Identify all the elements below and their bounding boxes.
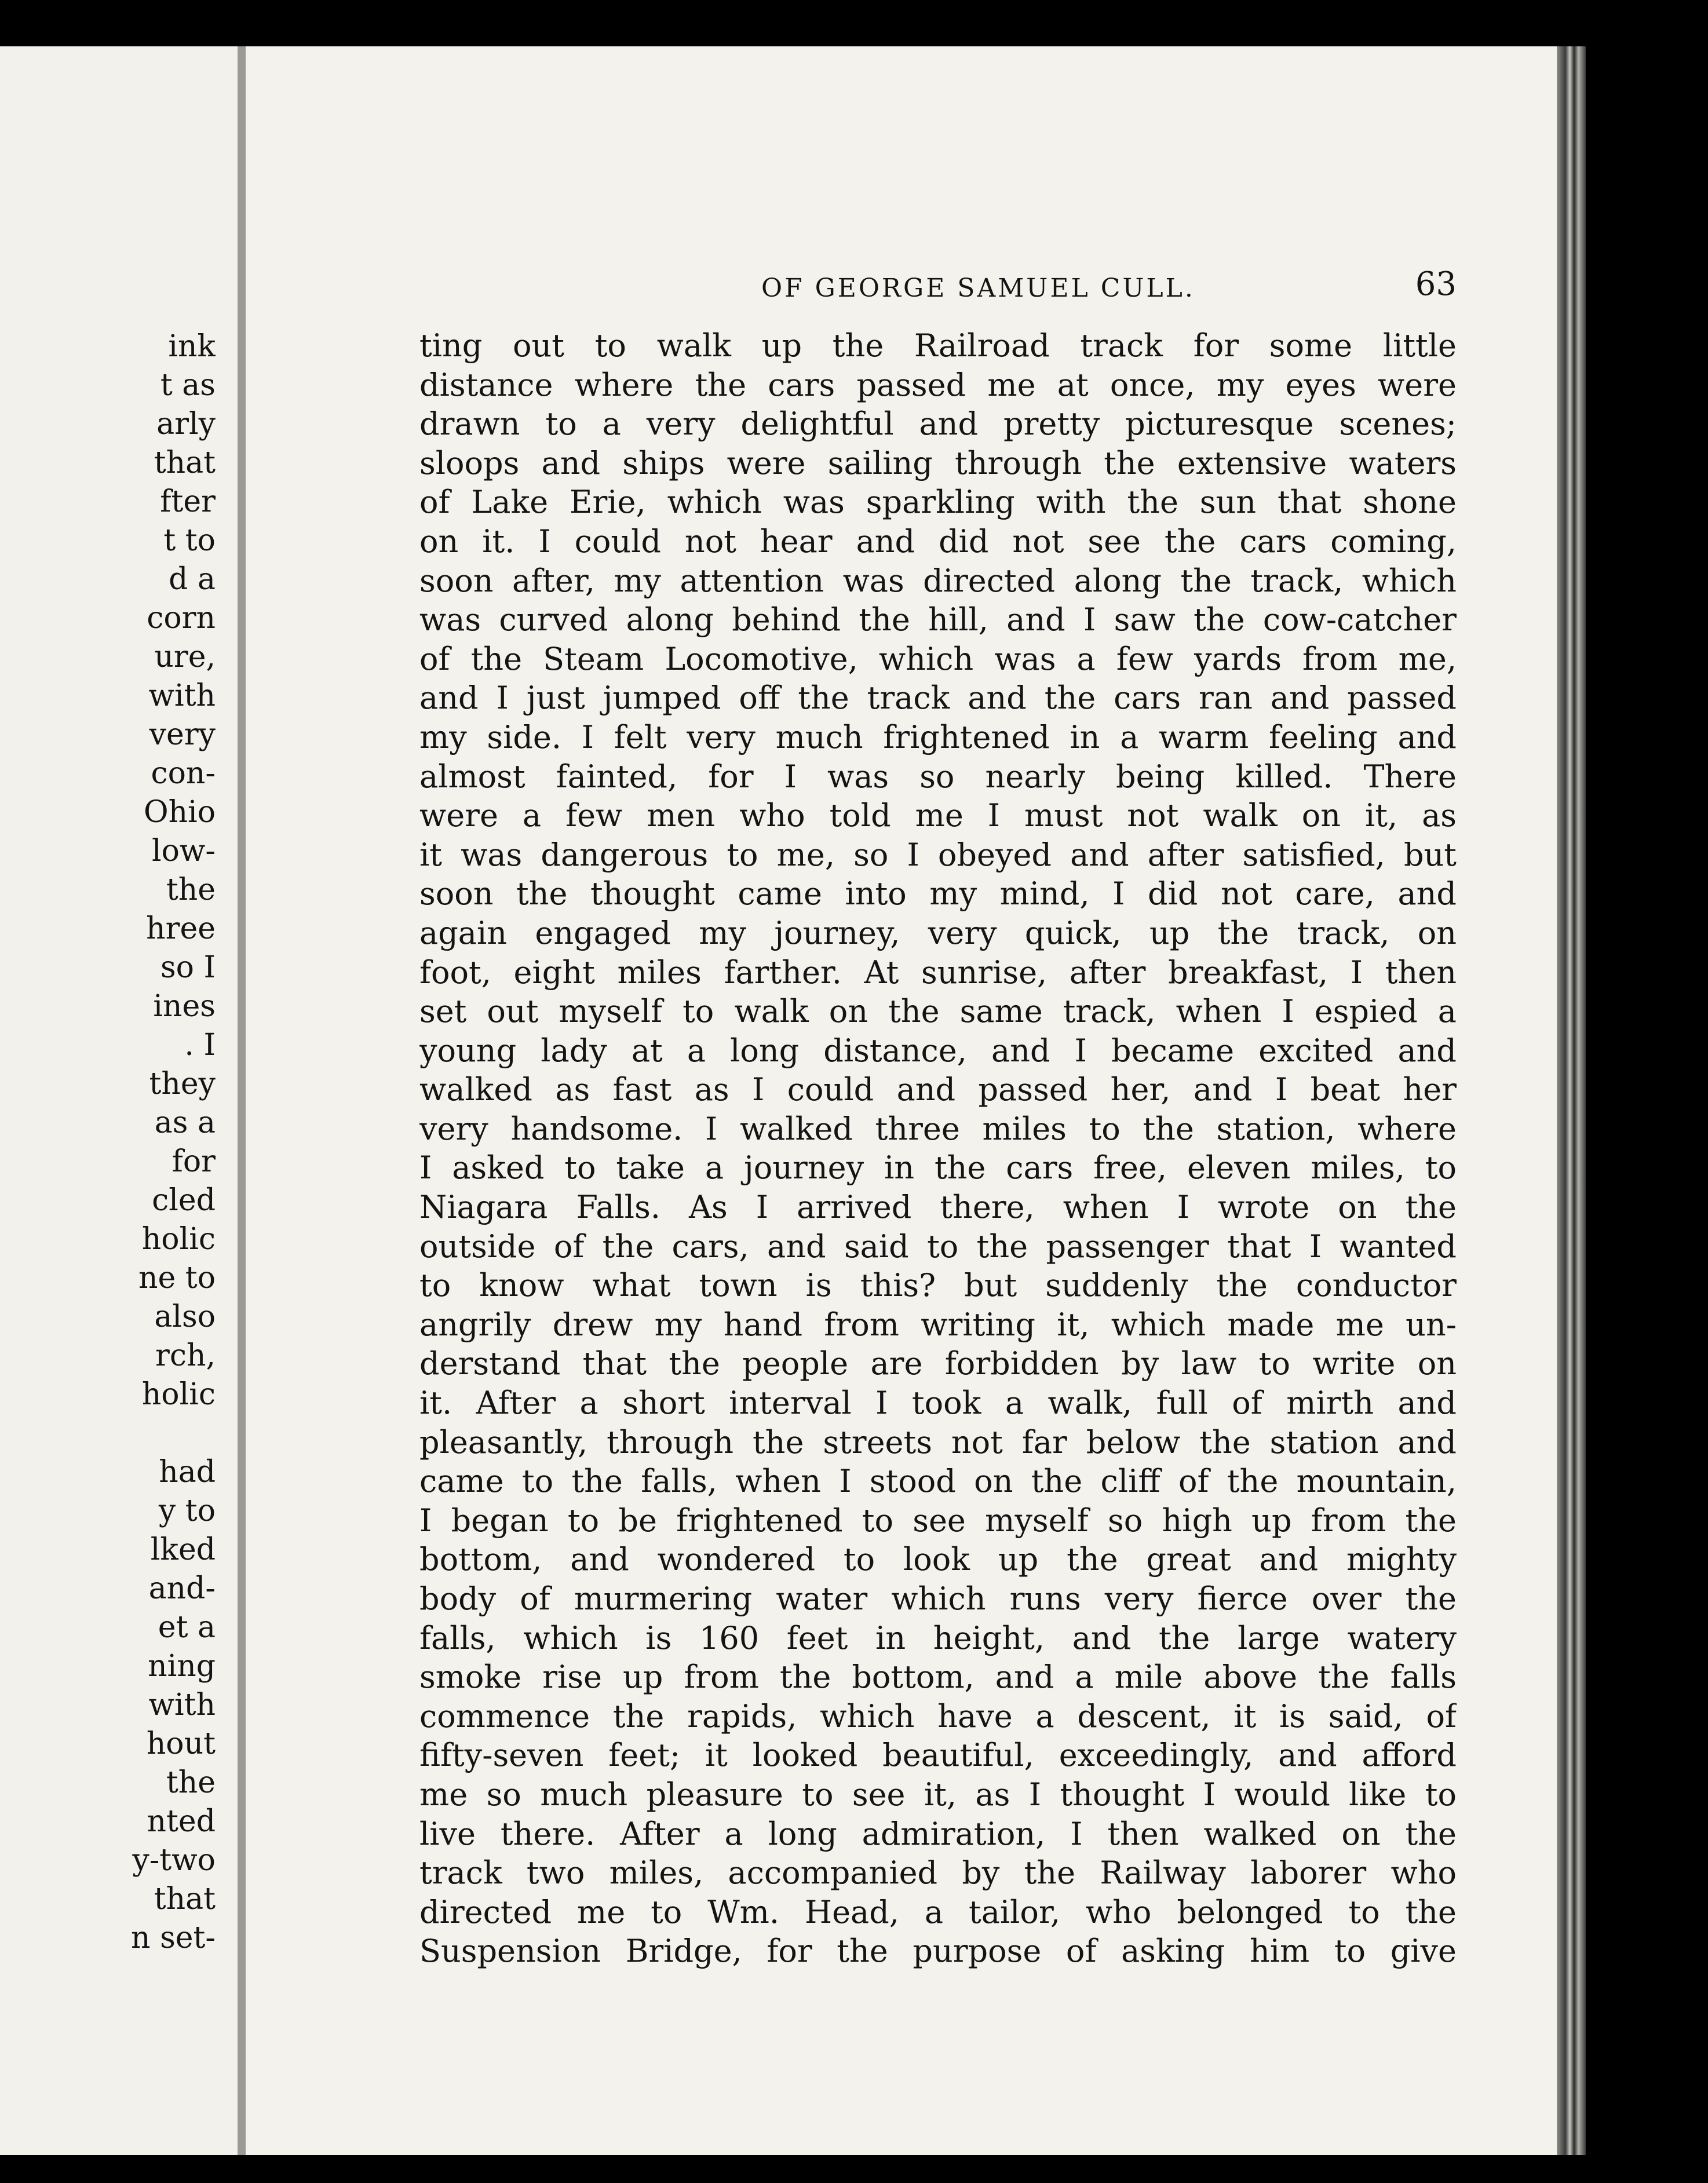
- left-page-line: holic: [141, 1222, 216, 1257]
- left-page-line: the: [166, 1765, 216, 1800]
- text-line: Suspension Bridge, for the purpose of asking him to give: [419, 1933, 1457, 1970]
- text-line: distance where the cars passed me at once, my eyes were: [419, 366, 1457, 403]
- left-page-line: t to: [163, 523, 216, 558]
- text-line: soon the thought came into my mind, I did not care, and: [419, 875, 1457, 912]
- text-line: of Lake Erie, which was sparkling with the sun that shone: [419, 484, 1457, 521]
- text-line: came to the falls, when I stood on the cliff of the mountain,: [419, 1463, 1457, 1500]
- left-page-line: y-two: [132, 1843, 216, 1878]
- left-page-line: that: [154, 1882, 216, 1916]
- left-page-line: with: [148, 678, 216, 713]
- text-line: directed me to Wm. Head, a tailor, who belonged to the: [419, 1893, 1457, 1930]
- left-page-line: also: [154, 1299, 216, 1334]
- left-page-line: arly: [156, 407, 216, 441]
- text-line: walked as fast as I could and passed her, and I beat her: [419, 1071, 1457, 1108]
- left-page-line: corn: [147, 601, 216, 636]
- left-page-line: ink: [168, 329, 216, 364]
- text-line: it was dangerous to me, so I obeyed and after satisfied, but: [419, 836, 1457, 873]
- text-line: angrily drew my hand from writing it, which made me un-: [419, 1306, 1457, 1343]
- left-page-line: holic: [141, 1377, 216, 1412]
- left-page-line: cled: [152, 1183, 216, 1218]
- text-line: I began to be frightened to see myself so high up from the: [419, 1502, 1457, 1539]
- left-page-line: so I: [160, 950, 216, 985]
- text-line: were a few men who told me I must not walk on it, as: [419, 797, 1457, 834]
- left-page-line: for: [171, 1144, 216, 1179]
- text-line: drawn to a very delightful and pretty picturesque scenes;: [419, 406, 1457, 443]
- text-line: on it. I could not hear and did not see the cars coming,: [419, 523, 1457, 560]
- text-line: falls, which is 160 feet in height, and the large watery: [419, 1619, 1457, 1656]
- left-page: [0, 46, 238, 2155]
- left-page-line: that: [154, 446, 216, 480]
- left-page-line: the: [166, 873, 216, 907]
- page-header: [419, 261, 1457, 313]
- text-line: commence the rapids, which have a descent, it is said, of: [419, 1698, 1457, 1735]
- left-page-line: . I: [184, 1028, 216, 1063]
- left-page-line: con-: [151, 756, 216, 791]
- left-page-line: y to: [158, 1494, 216, 1528]
- text-line: was curved along behind the hill, and I saw the cow-catcher: [419, 601, 1457, 638]
- text-line: it. After a short interval I took a walk, full of mirth and: [419, 1385, 1457, 1422]
- text-line: outside of the cars, and said to the passenger that I wanted: [419, 1228, 1457, 1265]
- left-page-line: they: [149, 1067, 216, 1101]
- body-text: [419, 326, 1457, 1971]
- text-line: fifty-seven feet; it looked beautiful, exceedingly, and afford: [419, 1737, 1457, 1774]
- text-line: to know what town is this? but suddenly the conductor: [419, 1267, 1457, 1304]
- text-line: sloops and ships were sailing through the extensive waters: [419, 444, 1457, 481]
- left-page-line: ning: [148, 1649, 216, 1684]
- left-page-line: d a: [169, 562, 216, 597]
- left-page-line: hree: [146, 911, 216, 946]
- text-line: Niagara Falls. As I arrived there, when I wrote on the: [419, 1189, 1457, 1226]
- text-line: bottom, and wondered to look up the great and mighty: [419, 1541, 1457, 1578]
- left-page-line: ne to: [138, 1261, 216, 1295]
- text-line: again engaged my journey, very quick, up the track, on: [419, 914, 1457, 951]
- left-page-line: Ohio: [143, 795, 216, 830]
- left-page-line: and-: [148, 1571, 216, 1606]
- left-page-text-fragments: [7, 327, 216, 1958]
- left-page-line: as a: [154, 1105, 216, 1140]
- left-page-line: [7, 1414, 216, 1453]
- left-page-line: hout: [146, 1726, 216, 1761]
- text-line: my side. I felt very much frightened in a warm feeling and: [419, 718, 1457, 755]
- text-line: soon after, my attention was directed along the track, which: [419, 562, 1457, 599]
- text-line: I asked to take a journey in the cars free, eleven miles, to: [419, 1149, 1457, 1187]
- text-line: pleasantly, through the streets not far below the station and: [419, 1423, 1457, 1461]
- text-line: almost fainted, for I was so nearly being killed. There: [419, 758, 1457, 795]
- left-page-line: ure,: [154, 640, 216, 674]
- running-head: OF GEORGE SAMUEL CULL.: [761, 273, 1195, 303]
- left-page-line: t as: [160, 368, 216, 403]
- left-page-line: had: [159, 1455, 216, 1490]
- text-line: me so much pleasure to see it, as I thought I would like to: [419, 1776, 1457, 1813]
- right-page: [246, 46, 1557, 2155]
- left-page-line: fter: [160, 484, 216, 519]
- text-line: derstand that the people are forbidden by law to write on: [419, 1345, 1457, 1382]
- book-gutter: [238, 46, 246, 2155]
- left-page-line: ines: [153, 989, 216, 1024]
- left-page-line: with: [148, 1688, 216, 1722]
- left-page-line: low-: [151, 834, 216, 868]
- text-line: ting out to walk up the Railroad track for some little: [419, 327, 1457, 364]
- text-line: body of murmering water which runs very fierce over the: [419, 1580, 1457, 1617]
- left-page-line: very: [149, 717, 216, 752]
- text-line: live there. After a long admiration, I then walked on the: [419, 1815, 1457, 1852]
- text-line: foot, eight miles farther. At sunrise, after breakfast, I then: [419, 954, 1457, 991]
- left-page-line: nted: [147, 1804, 216, 1839]
- left-page-line: lked: [150, 1532, 216, 1567]
- text-line: young lady at a long distance, and I became excited and: [419, 1032, 1457, 1069]
- page-number: 63: [1415, 265, 1457, 303]
- left-page-line: et a: [158, 1610, 216, 1645]
- left-page-line: n set-: [131, 1921, 216, 1955]
- text-line: and I just jumped off the track and the cars ran and passed: [419, 680, 1457, 717]
- page-edge: [1557, 46, 1586, 2155]
- text-line: smoke rise up from the bottom, and a mile above the falls: [419, 1659, 1457, 1696]
- text-line: very handsome. I walked three miles to the station, where: [419, 1110, 1457, 1147]
- text-line: of the Steam Locomotive, which was a few yards from me,: [419, 640, 1457, 677]
- left-page-line: rch,: [155, 1338, 216, 1373]
- text-line: track two miles, accompanied by the Railway laborer who: [419, 1855, 1457, 1892]
- text-line: set out myself to walk on the same track, when I espied a: [419, 993, 1457, 1030]
